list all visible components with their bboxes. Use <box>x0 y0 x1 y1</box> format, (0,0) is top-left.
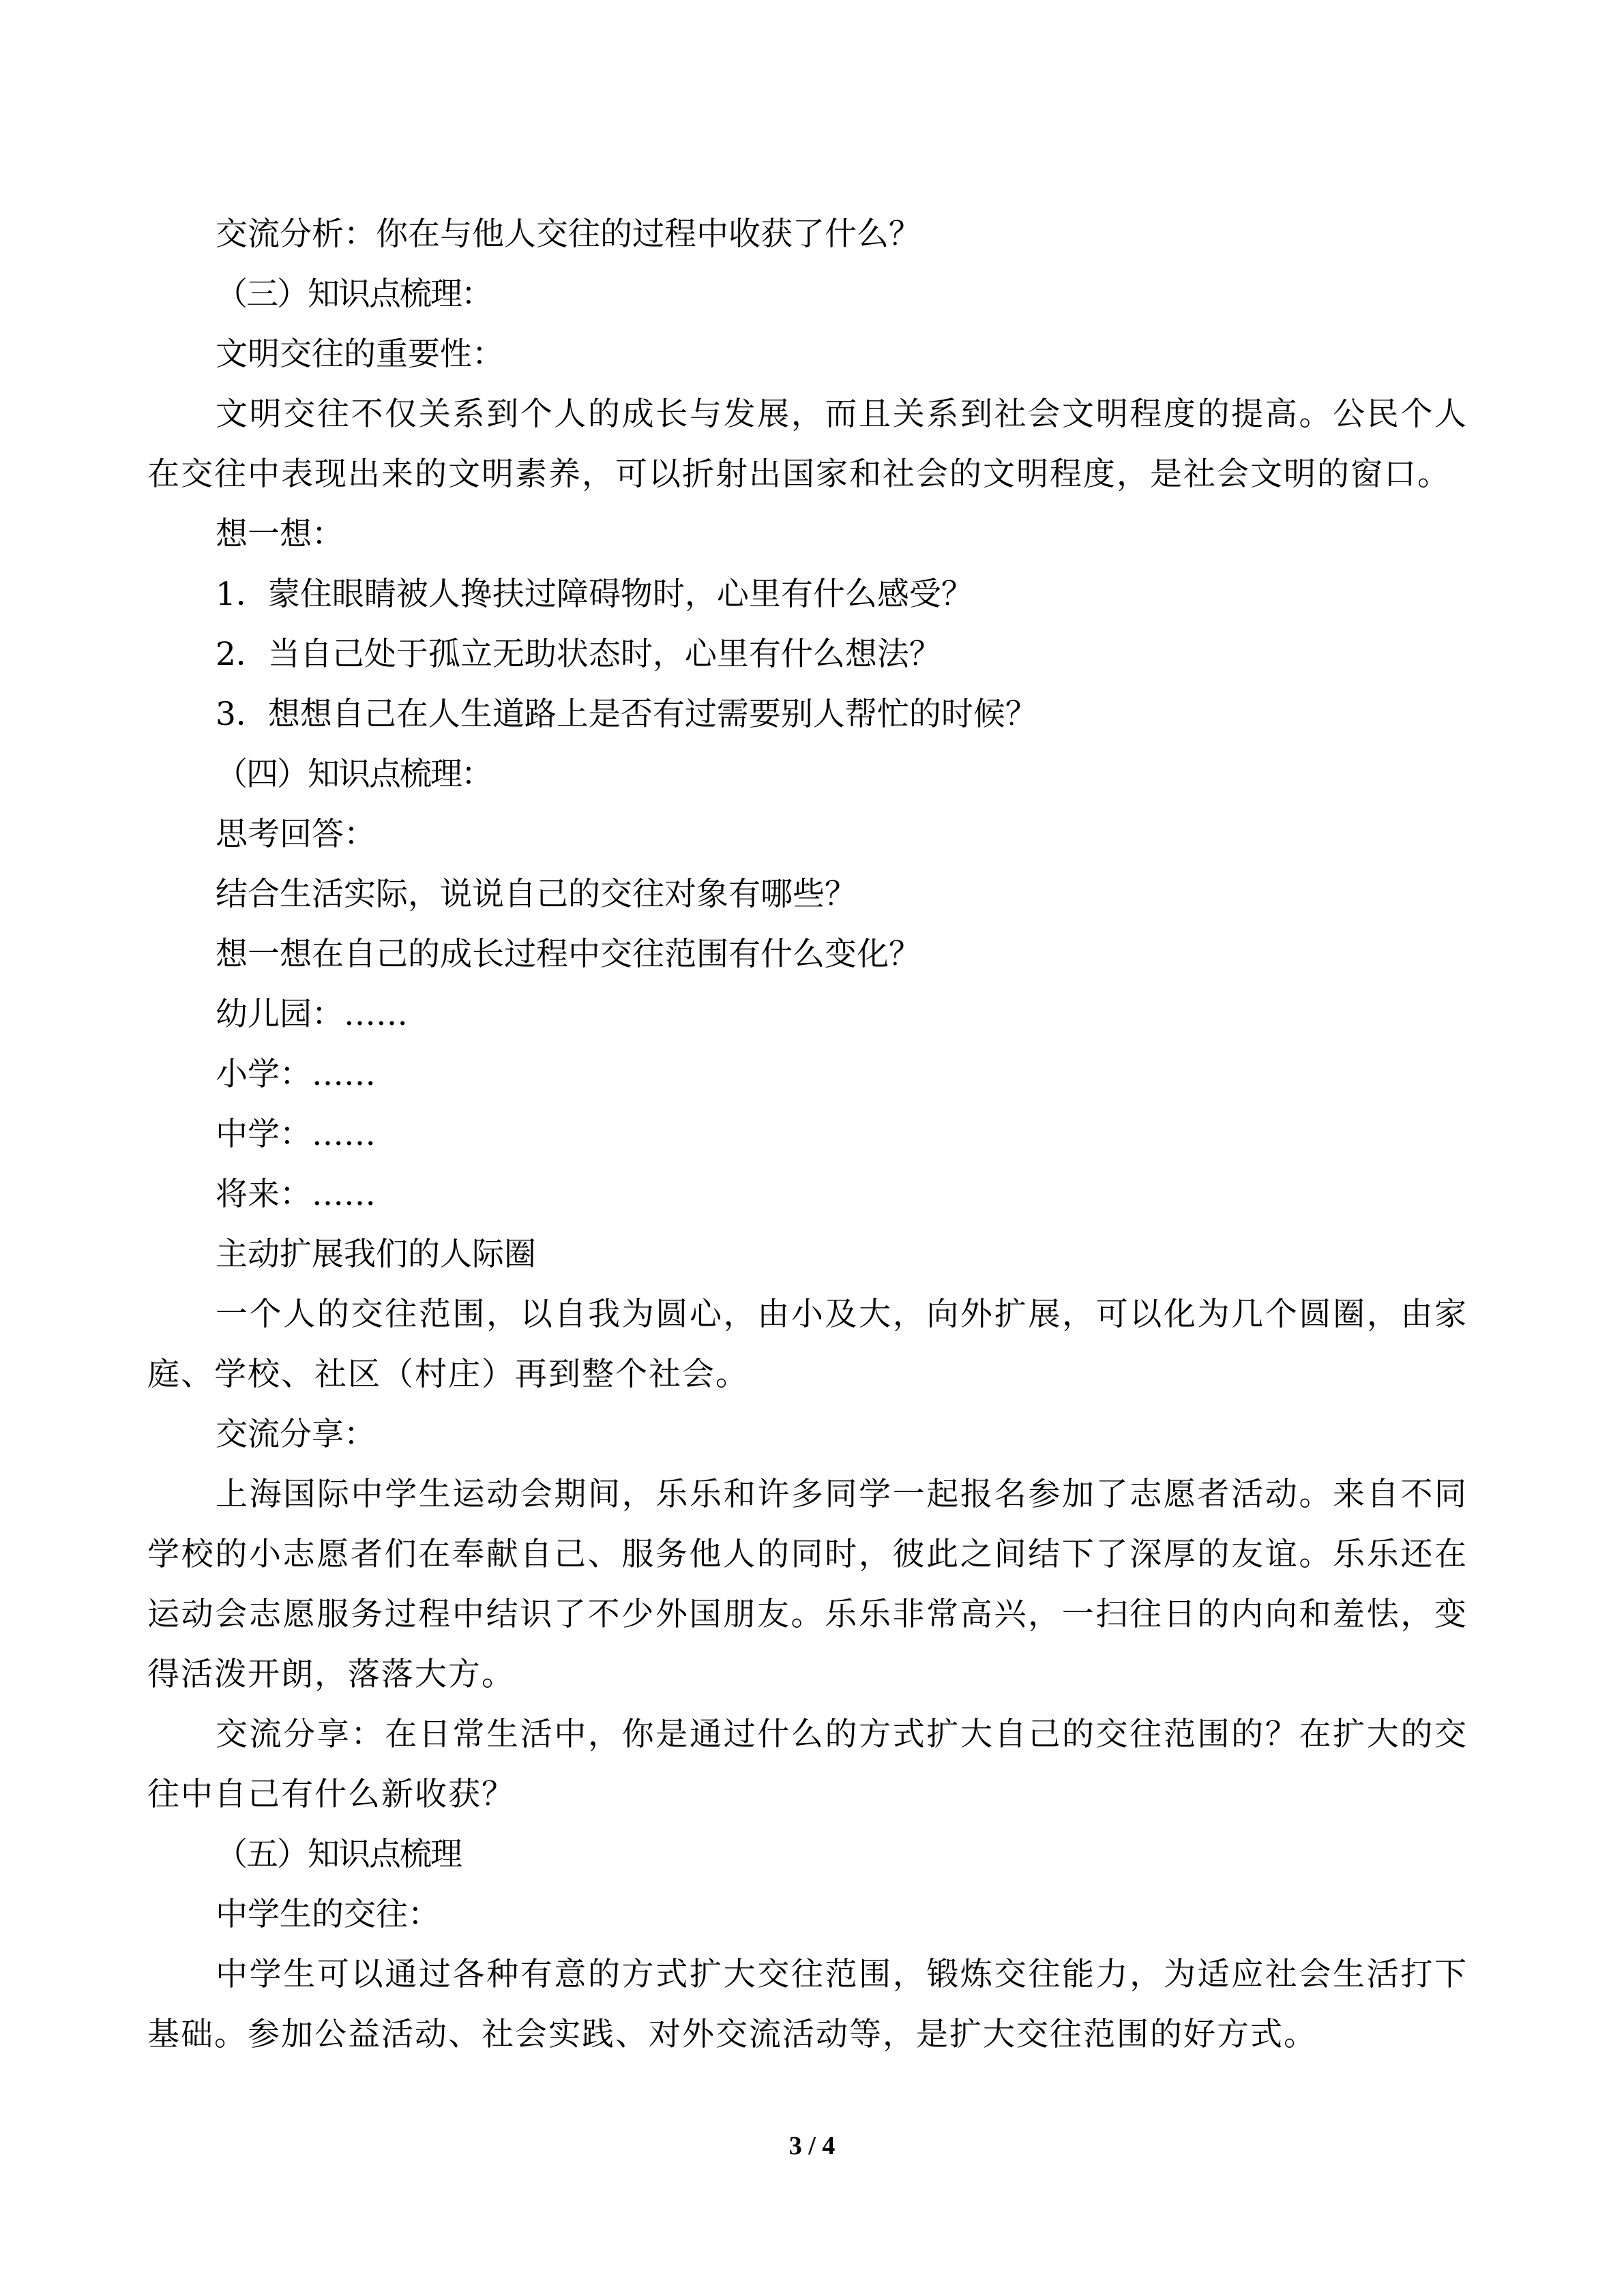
subheading-student-interaction: 中学生的交往： <box>216 1896 440 1933</box>
stage-middle-school: 中学：…… <box>216 1116 376 1153</box>
exchange-analysis-question: 交流分析：你在与他人交往的过程中收获了什么？ <box>216 215 921 253</box>
page-number: 3 / 4 <box>788 2132 836 2160</box>
subheading-expand-circle: 主动扩展我们的人际圈 <box>216 1236 536 1273</box>
paragraph-student-interaction: 中学生可以通过各种有意的方式扩大交往范围，锻炼交往能力，为适应社会生活打下基础。参加公益活动、社会实践、对外交流活动等，是扩大交往范围的好方式。 <box>147 1956 1468 2053</box>
stage-primary-school: 小学：…… <box>216 1056 376 1093</box>
exchange-share-heading: 交流分享： <box>216 1416 376 1453</box>
question-1: 1．蒙住眼睛被人搀扶过障碍物时，心里有什么感受？ <box>216 576 973 613</box>
question-contacts: 结合生活实际，说说自己的交往对象有哪些？ <box>216 876 857 913</box>
stage-future: 将来：…… <box>216 1176 376 1213</box>
page-body <box>147 205 1468 2065</box>
paragraph-exchange-share-question: 交流分享：在日常生活中，你是通过什么的方式扩大自己的交往范围的？在扩大的交往中自己有什么新收获？ <box>147 1716 1468 1813</box>
subheading-importance: 文明交往的重要性： <box>216 336 504 373</box>
paragraph-interaction-range: 一个人的交往范围，以自我为圆心，由小及大，向外扩展，可以化为几个圆圈，由家庭、学校、社区（村庄）再到整个社会。 <box>147 1296 1468 1393</box>
section-heading-four: （四）知识点梳理： <box>216 756 492 793</box>
think-answer-heading: 思考回答： <box>216 816 376 853</box>
paragraph-volunteer-story: 上海国际中学生运动会期间，乐乐和许多同学一起报名参加了志愿者活动。来自不同学校的小志愿者们在奉献自己、服务他人的同时，彼此之间结下了深厚的友谊。乐乐还在运动会志愿服务过程中结识了不少外国朋友。乐乐非常高兴，一扫往日的内向和羞怯，变得活泼开朗，落落大方。 <box>147 1476 1468 1693</box>
think-about-heading: 想一想： <box>216 516 344 553</box>
question-range-change: 想一想在自己的成长过程中交往范围有什么变化？ <box>216 936 921 973</box>
stage-kindergarten: 幼儿园：…… <box>216 996 408 1033</box>
section-heading-three: （三）知识点梳理： <box>216 275 492 313</box>
question-2: 2．当自己处于孤立无助状态时，心里有什么想法？ <box>216 636 941 673</box>
question-3: 3．想想自己在人生道路上是否有过需要别人帮忙的时候？ <box>216 696 1037 733</box>
section-heading-five: （五）知识点梳理 <box>216 1836 461 1873</box>
paragraph-civilized-interaction: 文明交往不仅关系到个人的成长与发展，而且关系到社会文明程度的提高。公民个人在交往中表现出来的文明素养，可以折射出国家和社会的文明程度，是社会文明的窗口。 <box>147 396 1468 493</box>
